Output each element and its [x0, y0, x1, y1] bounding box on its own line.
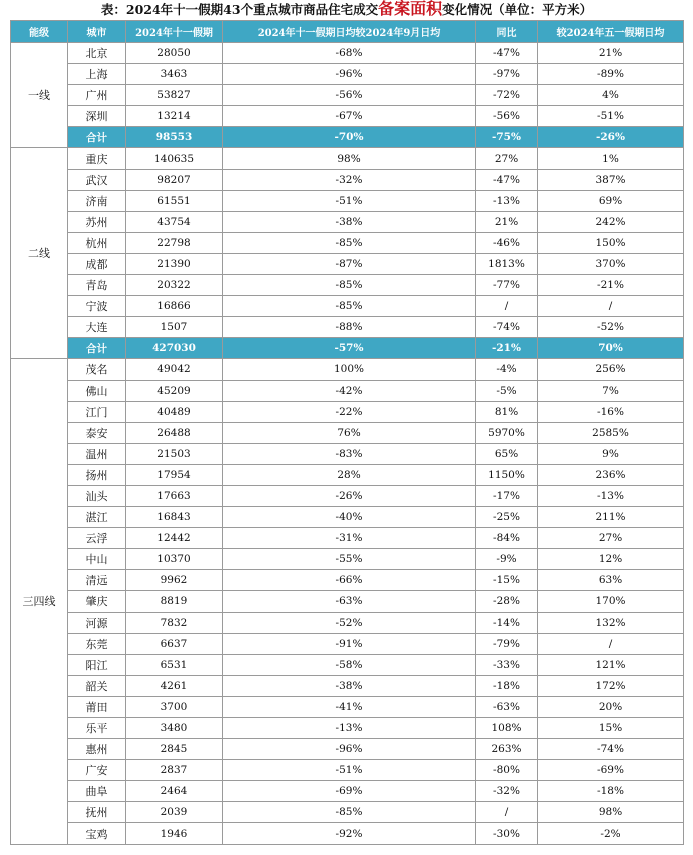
table-row: [11, 85, 684, 106]
table-row: [11, 654, 684, 675]
cell-city: 曲阜: [68, 781, 126, 802]
cell-vs-september: -58%: [223, 654, 476, 675]
cell-area: 2837: [126, 760, 223, 781]
table-title: [0, 0, 693, 18]
cell-yoy: -18%: [476, 675, 538, 696]
cell-city: 阳江: [68, 654, 126, 675]
cell-city: 宁波: [68, 296, 126, 317]
subtotal-area: 98553: [126, 127, 223, 148]
cell-yoy: -46%: [476, 232, 538, 253]
table-row: [11, 612, 684, 633]
cell-vs-mayday: -52%: [538, 317, 684, 338]
cell-yoy: -33%: [476, 654, 538, 675]
cell-yoy: -15%: [476, 570, 538, 591]
table-row: [11, 232, 684, 253]
cell-vs-september: -13%: [223, 718, 476, 739]
cell-area: 43754: [126, 211, 223, 232]
cell-vs-september: -22%: [223, 401, 476, 422]
cell-vs-september: -38%: [223, 211, 476, 232]
cell-vs-mayday: 9%: [538, 443, 684, 464]
cell-vs-mayday: 150%: [538, 232, 684, 253]
cell-vs-mayday: -21%: [538, 275, 684, 296]
cell-area: 3463: [126, 64, 223, 85]
tier-label: 三四线: [11, 359, 68, 844]
cell-area: 28050: [126, 43, 223, 64]
cell-yoy: 65%: [476, 443, 538, 464]
cell-city: 深圳: [68, 106, 126, 127]
subtotal-city: 合计: [68, 338, 126, 359]
table-row: [11, 464, 684, 485]
cell-yoy: /: [476, 802, 538, 823]
cell-yoy: 27%: [476, 148, 538, 169]
subtotal-area: 427030: [126, 338, 223, 359]
cell-city: 苏州: [68, 211, 126, 232]
cell-vs-september: -55%: [223, 549, 476, 570]
tier-label: 二线: [11, 148, 68, 359]
cell-vs-september: -26%: [223, 485, 476, 506]
cell-area: 21503: [126, 443, 223, 464]
cell-vs-mayday: -51%: [538, 106, 684, 127]
cell-area: 9962: [126, 570, 223, 591]
cell-area: 17954: [126, 464, 223, 485]
header-tier: 能级: [11, 21, 68, 43]
table-row: [11, 359, 684, 380]
header-yoy: 同比: [476, 21, 538, 43]
cell-yoy: -4%: [476, 359, 538, 380]
cell-city: 湛江: [68, 507, 126, 528]
cell-vs-mayday: 121%: [538, 654, 684, 675]
cell-vs-mayday: -2%: [538, 823, 684, 844]
cell-vs-mayday: 7%: [538, 380, 684, 401]
cell-city: 汕头: [68, 485, 126, 506]
cell-area: 16866: [126, 296, 223, 317]
cell-vs-september: -52%: [223, 612, 476, 633]
cell-yoy: -13%: [476, 190, 538, 211]
cell-vs-mayday: 21%: [538, 43, 684, 64]
cell-area: 53827: [126, 85, 223, 106]
table-row: [11, 570, 684, 591]
cell-vs-mayday: 15%: [538, 718, 684, 739]
cell-vs-september: -56%: [223, 85, 476, 106]
table-row: [11, 633, 684, 654]
cell-area: 3700: [126, 696, 223, 717]
table-row: [11, 739, 684, 760]
table-row: [11, 696, 684, 717]
cell-yoy: 21%: [476, 211, 538, 232]
header-vs-mayday: 较2024年五一假期日均: [538, 21, 684, 43]
cell-yoy: -25%: [476, 507, 538, 528]
cell-area: 49042: [126, 359, 223, 380]
cell-yoy: 263%: [476, 739, 538, 760]
cell-vs-september: -85%: [223, 296, 476, 317]
cell-vs-september: -96%: [223, 64, 476, 85]
cell-city: 北京: [68, 43, 126, 64]
cell-area: 16843: [126, 507, 223, 528]
cell-yoy: -84%: [476, 528, 538, 549]
cell-area: 17663: [126, 485, 223, 506]
cell-vs-september: -63%: [223, 591, 476, 612]
cell-area: 1946: [126, 823, 223, 844]
cell-vs-mayday: 4%: [538, 85, 684, 106]
table-row: [11, 528, 684, 549]
table-row: [11, 549, 684, 570]
table-row: [11, 43, 684, 64]
cell-vs-september: 98%: [223, 148, 476, 169]
tier-label: 一线: [11, 43, 68, 148]
subtotal-vs-september: -70%: [223, 127, 476, 148]
header-city: 城市: [68, 21, 126, 43]
subtotal-row: [11, 338, 684, 359]
cell-city: 广安: [68, 760, 126, 781]
cell-vs-mayday: 170%: [538, 591, 684, 612]
cell-vs-september: -51%: [223, 760, 476, 781]
cell-city: 莆田: [68, 696, 126, 717]
cell-vs-mayday: 236%: [538, 464, 684, 485]
cell-yoy: -14%: [476, 612, 538, 633]
cell-yoy: -30%: [476, 823, 538, 844]
cell-vs-september: -85%: [223, 232, 476, 253]
cell-city: 佛山: [68, 380, 126, 401]
table-row: [11, 317, 684, 338]
cell-city: 乐平: [68, 718, 126, 739]
cell-vs-mayday: -18%: [538, 781, 684, 802]
cell-area: 26488: [126, 422, 223, 443]
subtotal-yoy: -21%: [476, 338, 538, 359]
table-row: [11, 64, 684, 85]
cell-vs-mayday: 27%: [538, 528, 684, 549]
cell-yoy: -17%: [476, 485, 538, 506]
cell-yoy: -32%: [476, 781, 538, 802]
title-suffix: 变化情况（单位：平方米）: [442, 2, 593, 17]
cell-yoy: -28%: [476, 591, 538, 612]
cell-vs-september: -41%: [223, 696, 476, 717]
cell-vs-mayday: 370%: [538, 253, 684, 274]
table-row: [11, 211, 684, 232]
cell-vs-september: 76%: [223, 422, 476, 443]
cell-city: 抚州: [68, 802, 126, 823]
table-row: [11, 148, 684, 169]
cell-area: 7832: [126, 612, 223, 633]
cell-area: 1507: [126, 317, 223, 338]
cell-city: 中山: [68, 549, 126, 570]
table-row: [11, 169, 684, 190]
cell-city: 宝鸡: [68, 823, 126, 844]
cell-vs-mayday: 387%: [538, 169, 684, 190]
cell-area: 10370: [126, 549, 223, 570]
cell-city: 大连: [68, 317, 126, 338]
cell-city: 成都: [68, 253, 126, 274]
cell-vs-september: 100%: [223, 359, 476, 380]
cell-city: 肇庆: [68, 591, 126, 612]
cell-vs-mayday: 98%: [538, 802, 684, 823]
cell-yoy: /: [476, 296, 538, 317]
cell-vs-september: -68%: [223, 43, 476, 64]
table-row: [11, 422, 684, 443]
cell-vs-september: -91%: [223, 633, 476, 654]
cell-vs-mayday: -74%: [538, 739, 684, 760]
cell-vs-september: -92%: [223, 823, 476, 844]
subtotal-vs-september: -57%: [223, 338, 476, 359]
cell-vs-mayday: 63%: [538, 570, 684, 591]
table-row: [11, 781, 684, 802]
cell-vs-september: -32%: [223, 169, 476, 190]
cell-vs-september: -88%: [223, 317, 476, 338]
title-prefix: 表：2024年十一假期43个重点城市商品住宅成交: [100, 2, 379, 17]
cell-yoy: -74%: [476, 317, 538, 338]
cell-vs-september: -85%: [223, 275, 476, 296]
cell-area: 140635: [126, 148, 223, 169]
table-row: [11, 802, 684, 823]
cell-vs-mayday: -89%: [538, 64, 684, 85]
cell-vs-mayday: 242%: [538, 211, 684, 232]
cell-city: 江门: [68, 401, 126, 422]
cell-vs-september: -85%: [223, 802, 476, 823]
cell-area: 20322: [126, 275, 223, 296]
table-body: [11, 43, 684, 845]
table-row: [11, 485, 684, 506]
cell-vs-mayday: /: [538, 633, 684, 654]
cell-vs-september: -69%: [223, 781, 476, 802]
table-row: [11, 401, 684, 422]
table-row: [11, 760, 684, 781]
cell-city: 韶关: [68, 675, 126, 696]
cell-vs-mayday: 2585%: [538, 422, 684, 443]
cell-vs-september: -66%: [223, 570, 476, 591]
cell-yoy: -79%: [476, 633, 538, 654]
table-row: [11, 106, 684, 127]
cell-area: 21390: [126, 253, 223, 274]
cell-yoy: 5970%: [476, 422, 538, 443]
cell-area: 8819: [126, 591, 223, 612]
cell-area: 22798: [126, 232, 223, 253]
cell-city: 青岛: [68, 275, 126, 296]
cell-city: 茂名: [68, 359, 126, 380]
table-row: [11, 823, 684, 844]
cell-vs-mayday: 211%: [538, 507, 684, 528]
cell-city: 武汉: [68, 169, 126, 190]
cell-vs-mayday: 69%: [538, 190, 684, 211]
cell-area: 6531: [126, 654, 223, 675]
cell-vs-mayday: -69%: [538, 760, 684, 781]
cell-area: 3480: [126, 718, 223, 739]
cell-vs-mayday: /: [538, 296, 684, 317]
table-row: [11, 591, 684, 612]
cell-vs-mayday: -13%: [538, 485, 684, 506]
cell-vs-september: -87%: [223, 253, 476, 274]
cell-yoy: 1150%: [476, 464, 538, 485]
data-table: [10, 20, 684, 845]
cell-city: 清远: [68, 570, 126, 591]
cell-yoy: -80%: [476, 760, 538, 781]
cell-yoy: -47%: [476, 169, 538, 190]
cell-area: 61551: [126, 190, 223, 211]
cell-yoy: -47%: [476, 43, 538, 64]
cell-vs-september: -38%: [223, 675, 476, 696]
cell-yoy: -97%: [476, 64, 538, 85]
cell-area: 2845: [126, 739, 223, 760]
table-row: [11, 507, 684, 528]
cell-area: 2464: [126, 781, 223, 802]
cell-yoy: 108%: [476, 718, 538, 739]
cell-area: 45209: [126, 380, 223, 401]
title-highlight: 备案面积: [378, 0, 443, 18]
cell-yoy: -56%: [476, 106, 538, 127]
cell-city: 广州: [68, 85, 126, 106]
cell-area: 13214: [126, 106, 223, 127]
cell-city: 泰安: [68, 422, 126, 443]
table-row: [11, 190, 684, 211]
cell-city: 河源: [68, 612, 126, 633]
table-row: [11, 443, 684, 464]
cell-vs-september: -40%: [223, 507, 476, 528]
table-row: [11, 718, 684, 739]
cell-vs-september: -96%: [223, 739, 476, 760]
header-holiday-area: 2024年十一假期: [126, 21, 223, 43]
cell-vs-mayday: 12%: [538, 549, 684, 570]
cell-vs-september: -51%: [223, 190, 476, 211]
cell-vs-september: -83%: [223, 443, 476, 464]
header-vs-september: 2024年十一假期日均较2024年9月日均: [223, 21, 476, 43]
cell-yoy: -5%: [476, 380, 538, 401]
cell-yoy: -72%: [476, 85, 538, 106]
cell-city: 扬州: [68, 464, 126, 485]
table-row: [11, 253, 684, 274]
cell-yoy: -63%: [476, 696, 538, 717]
cell-area: 98207: [126, 169, 223, 190]
table-row: [11, 380, 684, 401]
cell-city: 温州: [68, 443, 126, 464]
cell-vs-mayday: -16%: [538, 401, 684, 422]
cell-yoy: -9%: [476, 549, 538, 570]
cell-city: 东莞: [68, 633, 126, 654]
cell-area: 12442: [126, 528, 223, 549]
cell-vs-mayday: 20%: [538, 696, 684, 717]
subtotal-row: [11, 127, 684, 148]
cell-yoy: 1813%: [476, 253, 538, 274]
header-row: [11, 21, 684, 43]
cell-city: 云浮: [68, 528, 126, 549]
cell-yoy: 81%: [476, 401, 538, 422]
cell-area: 6637: [126, 633, 223, 654]
cell-area: 4261: [126, 675, 223, 696]
cell-vs-september: -67%: [223, 106, 476, 127]
cell-city: 杭州: [68, 232, 126, 253]
cell-vs-mayday: 132%: [538, 612, 684, 633]
cell-vs-mayday: 172%: [538, 675, 684, 696]
table-row: [11, 675, 684, 696]
cell-vs-september: -31%: [223, 528, 476, 549]
cell-yoy: -77%: [476, 275, 538, 296]
cell-vs-mayday: 256%: [538, 359, 684, 380]
cell-vs-september: 28%: [223, 464, 476, 485]
table-row: [11, 275, 684, 296]
cell-vs-mayday: 1%: [538, 148, 684, 169]
cell-city: 济南: [68, 190, 126, 211]
subtotal-vs-mayday: 70%: [538, 338, 684, 359]
subtotal-vs-mayday: -26%: [538, 127, 684, 148]
table-row: [11, 296, 684, 317]
cell-city: 重庆: [68, 148, 126, 169]
subtotal-city: 合计: [68, 127, 126, 148]
cell-city: 上海: [68, 64, 126, 85]
cell-city: 惠州: [68, 739, 126, 760]
cell-area: 40489: [126, 401, 223, 422]
subtotal-yoy: -75%: [476, 127, 538, 148]
cell-area: 2039: [126, 802, 223, 823]
cell-vs-september: -42%: [223, 380, 476, 401]
